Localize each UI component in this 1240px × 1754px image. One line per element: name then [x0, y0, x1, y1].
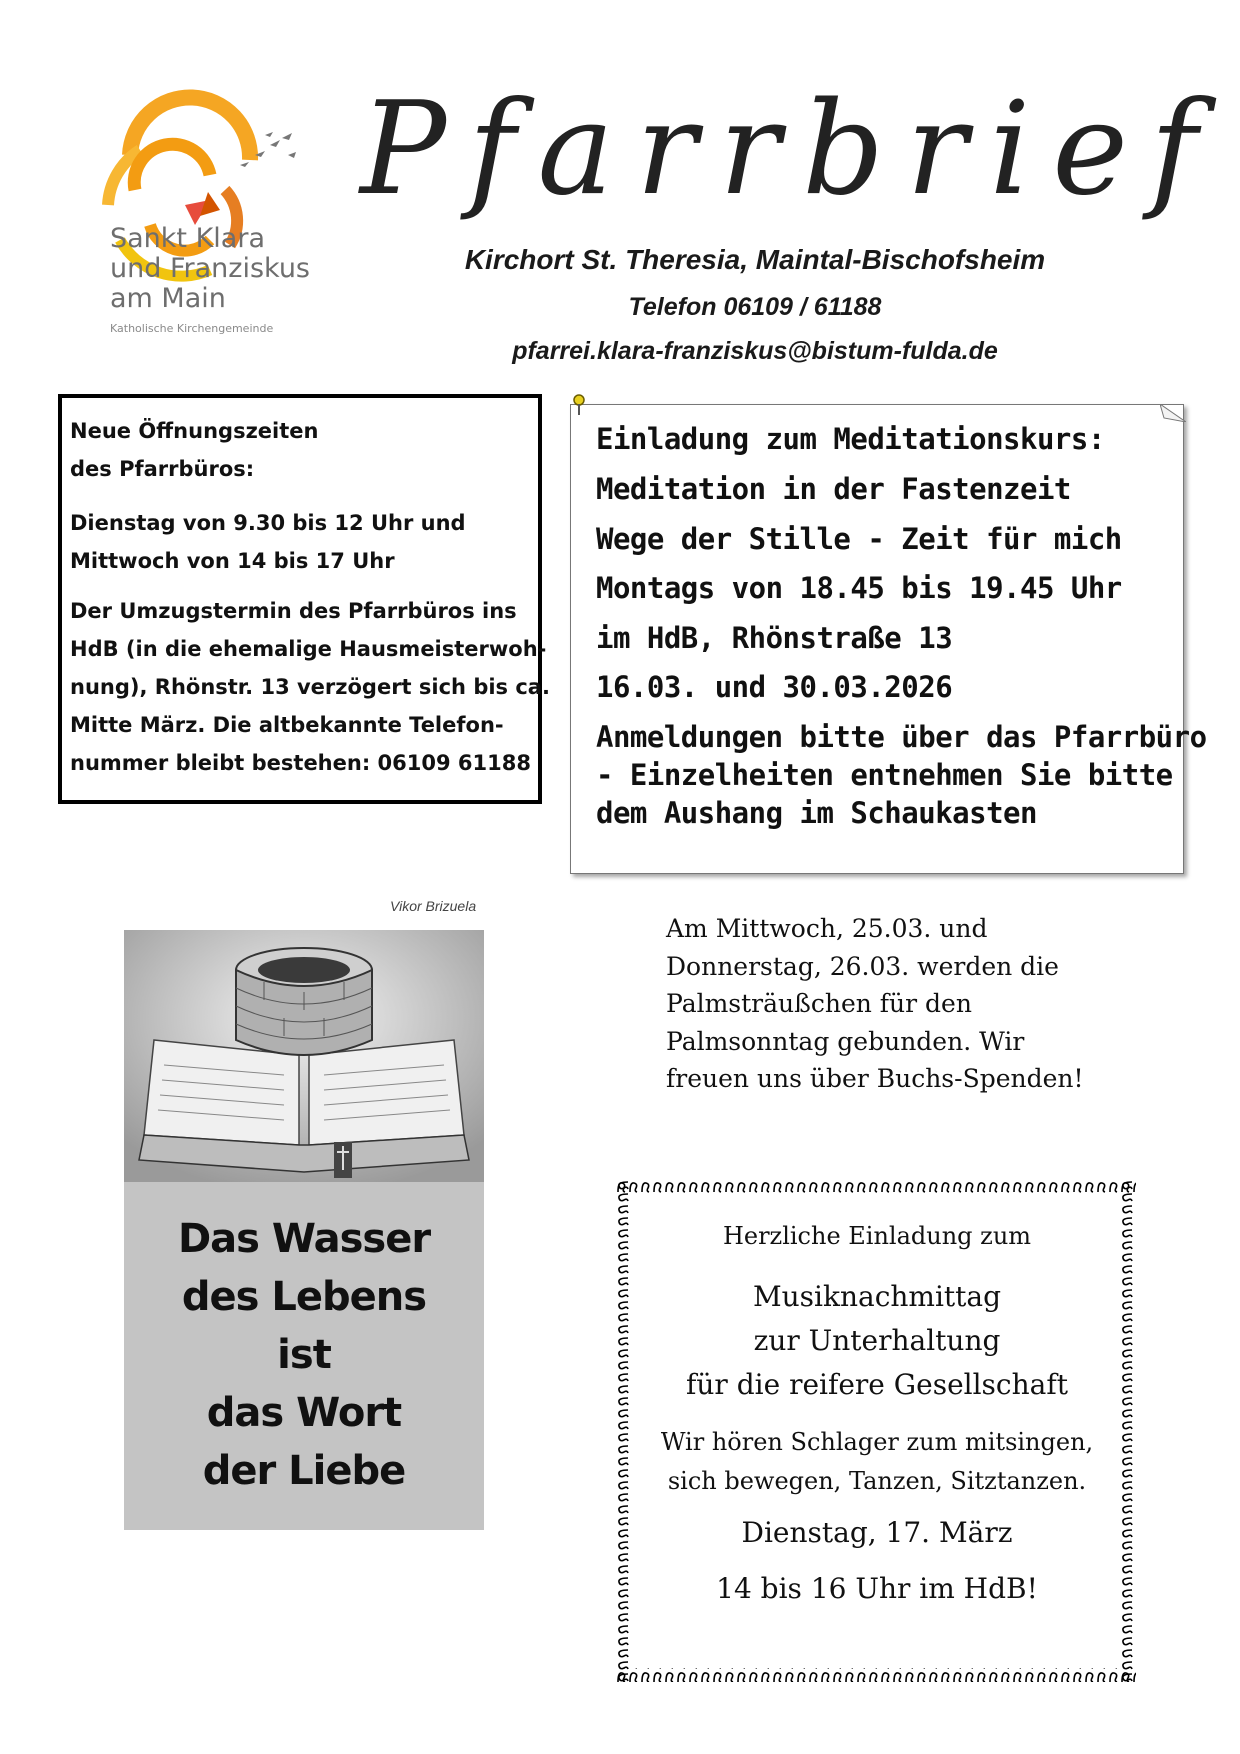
office-move-note: nung), Rhönstr. 13 verzögert sich bis ca.: [70, 675, 550, 699]
email-address[interactable]: pfarrei.klara-franziskus@bistum-fulda.de: [512, 337, 998, 365]
office-move-note: nummer bleibt bestehen: 06109 61188: [70, 751, 531, 775]
meditation-line: 16.03. und 30.03.2026: [596, 670, 953, 704]
pin-icon: [572, 394, 586, 416]
image-caption: [124, 1182, 484, 1530]
office-heading: des Pfarrbüros:: [70, 457, 255, 481]
meditation-line: dem Aushang im Schaukasten: [596, 796, 1037, 830]
palm-line: Palmsträußchen für den: [666, 989, 972, 1018]
office-heading: Neue Öffnungszeiten: [70, 419, 319, 443]
music-time: 14 bis 16 Uhr im HdB!: [716, 1572, 1038, 1605]
music-date: Dienstag, 17. März: [741, 1516, 1013, 1549]
caption-line: der Liebe: [202, 1448, 406, 1494]
logo-text-line2: und Franziskus: [110, 253, 310, 284]
music-title: für die reifere Gesellschaft: [686, 1368, 1068, 1401]
meditation-line: - Einzelheiten entnehmen Sie bitte: [596, 758, 1173, 792]
office-move-note: HdB (in die ehemalige Hausmeisterwoh-: [70, 637, 547, 661]
logo-subtitle: Katholische Kirchengemeinde: [110, 322, 274, 335]
church-location: Kirchort St. Theresia, Maintal-Bischofsheim: [464, 244, 1046, 275]
office-hours: Dienstag von 9.30 bis 12 Uhr und: [70, 511, 466, 535]
caption-line: Das Wasser: [177, 1216, 431, 1262]
page-fold-icon: [1160, 404, 1186, 422]
caption-line: ist: [277, 1332, 331, 1378]
office-hours-box: [58, 394, 550, 804]
page-title: Pfarrbrief: [360, 75, 1220, 224]
palm-line: Donnerstag, 26.03. werden die: [666, 951, 1059, 981]
palm-line: Palmsonntag gebunden. Wir: [666, 1026, 1025, 1056]
phone-number: Telefon 06109 / 61188: [628, 293, 882, 321]
meditation-line: Wege der Stille - Zeit für mich: [596, 522, 1122, 556]
meditation-line: Einladung zum Meditationskurs:: [596, 422, 1105, 456]
palm-announcement: [666, 910, 1106, 1098]
music-title: zur Unterhaltung: [753, 1324, 1001, 1357]
meditation-line: im HdB, Rhönstraße 13: [596, 621, 953, 655]
palm-line: freuen uns über Buchs-Spenden!: [666, 1064, 1084, 1093]
caption-line: des Lebens: [181, 1274, 427, 1320]
palm-line: Am Mittwoch, 25.03. und: [666, 914, 988, 943]
meditation-line: Montags von 18.45 bis 19.45 Uhr: [596, 571, 1122, 605]
meditation-line: Anmeldungen bitte über das Pfarrbüro: [596, 720, 1207, 754]
logo-text-line3: am Main: [110, 283, 226, 314]
logo-text-line1: Sankt Klara: [110, 223, 265, 254]
bible-well-illustration: [124, 930, 484, 1182]
office-hours: Mittwoch von 14 bis 17 Uhr: [70, 549, 395, 573]
meditation-line: Meditation in der Fastenzeit: [596, 472, 1071, 506]
music-intro: Herzliche Einladung zum: [722, 1222, 1032, 1250]
office-move-note: Mitte März. Die altbekannte Telefon-: [70, 713, 504, 737]
image-credit: Vikor Brizuela: [390, 898, 477, 914]
caption-line: das Wort: [206, 1390, 402, 1436]
music-title: Musiknachmittag: [752, 1280, 1002, 1313]
office-move-note: Der Umzugstermin des Pfarrbüros ins: [70, 599, 517, 623]
music-description: Wir hören Schlager zum mitsingen,: [660, 1428, 1094, 1456]
music-description: sich bewegen, Tanzen, Sitztanzen.: [667, 1467, 1087, 1495]
